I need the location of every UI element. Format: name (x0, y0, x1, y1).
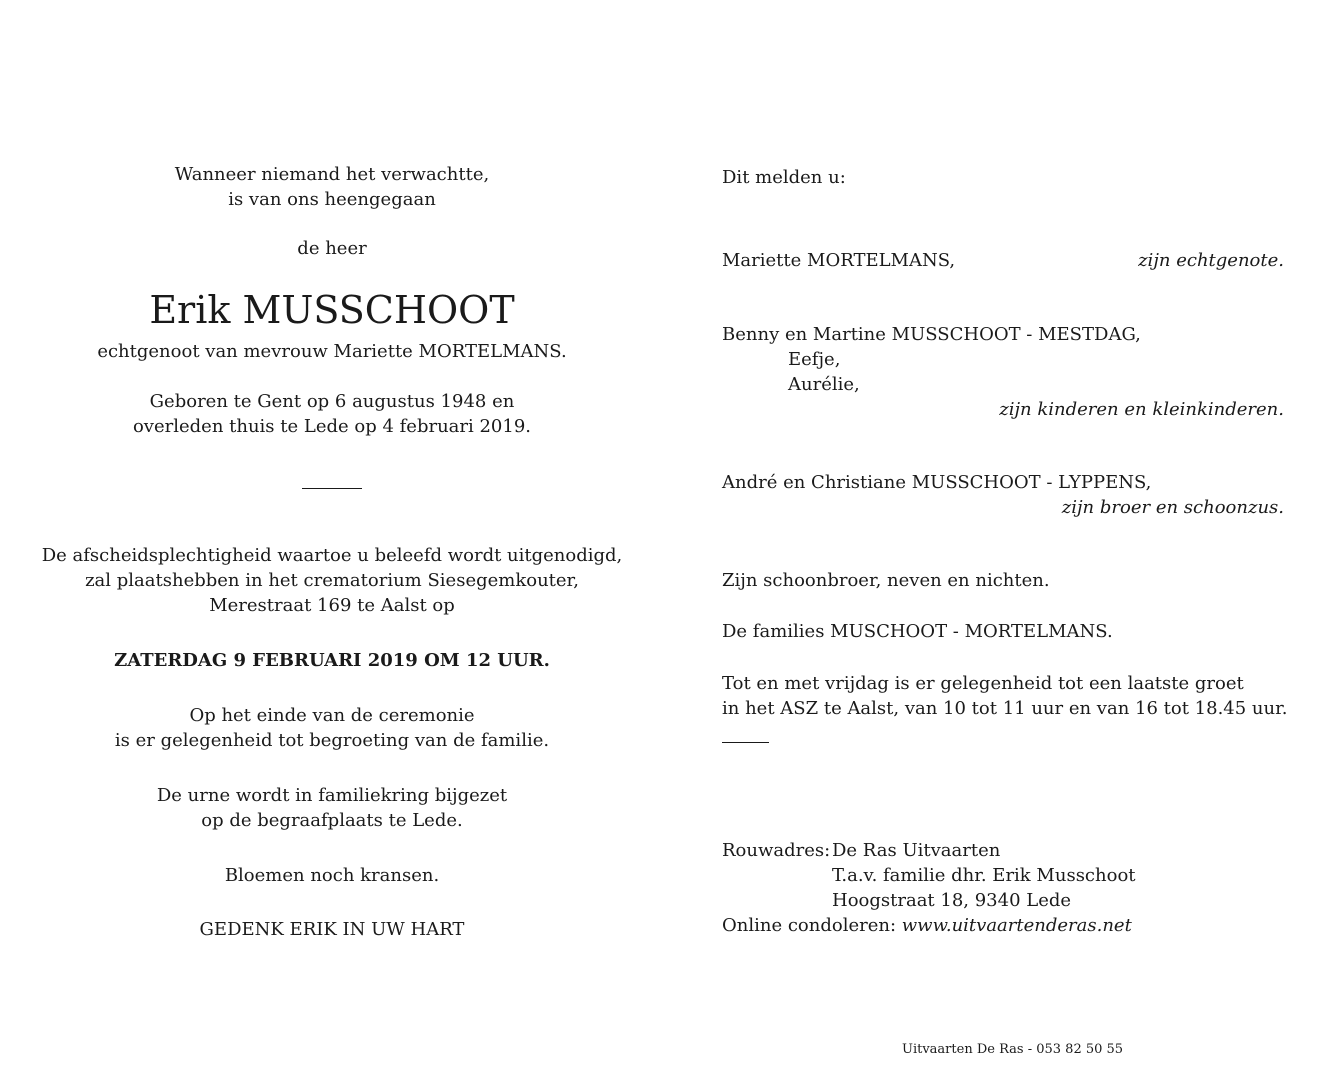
online-condolence (722, 913, 1132, 938)
ceremony-line-1: De afscheidsplechtigheid waartoe u beleefd wordt uitgenodigd, (41, 545, 623, 566)
imprint: Uitvaarten De Ras - 053 82 50 55 (902, 1042, 1124, 1057)
closing-line: GEDENK ERIK IN UW HART (199, 919, 465, 940)
children-relation: zijn kinderen en kleinkinderen. (999, 399, 1284, 420)
announce-line: Dit melden u: (722, 167, 846, 188)
grandchild-1: Eefje, (788, 349, 841, 370)
flowers-line: Bloemen noch kransen. (224, 865, 440, 886)
visit-line-1: Tot en met vrijdag is er gelegenheid tot een laatste groet (722, 673, 1244, 694)
divider-right (722, 742, 769, 743)
address-label: Rouwadres: (722, 840, 831, 861)
honorific: de heer (297, 238, 367, 259)
deceased-name: Erik MUSSCHOOT (149, 288, 515, 332)
visit-line-2: in het ASZ te Aalst, van 10 tot 11 uur en van 16 tot 18.45 uur. (722, 698, 1288, 719)
spouse-name: Mariette MORTELMANS, (722, 250, 956, 271)
born-line: Geboren te Gent op 6 augustus 1948 en (149, 391, 515, 412)
brother-relation: zijn broer en schoonzus. (1061, 497, 1284, 518)
ceremony-line-3: Merestraat 169 te Aalst op (209, 595, 455, 616)
address-line-2: T.a.v. familie dhr. Erik Musschoot (832, 865, 1136, 886)
intro-line-2: is van ons heengegaan (228, 189, 436, 210)
children-line: Benny en Martine MUSSCHOOT - MESTDAG, (722, 324, 1141, 345)
spouse-relation: zijn echtgenote. (1138, 250, 1284, 271)
ceremony-line-2: zal plaatshebben in het crematorium Siesegemkouter, (85, 570, 579, 591)
urn-line-2: op de begraafplaats te Lede. (201, 810, 463, 831)
online-url[interactable]: www.uitvaartenderas.net (901, 915, 1132, 936)
extended-family: Zijn schoonbroer, neven en nichten. (722, 570, 1050, 591)
condolence-line-2: is er gelegenheid tot begroeting van de familie. (114, 730, 550, 751)
died-line: overleden thuis te Lede op 4 februari 2019. (132, 416, 532, 437)
brother-line: André en Christiane MUSSCHOOT - LYPPENS, (722, 472, 1152, 493)
address-line-1: De Ras Uitvaarten (832, 840, 1001, 861)
divider-left (302, 488, 362, 489)
families-line: De families MUSCHOOT - MORTELMANS. (722, 621, 1113, 642)
grandchild-2: Aurélie, (788, 374, 860, 395)
ceremony-date: ZATERDAG 9 FEBRUARI 2019 OM 12 UUR. (114, 650, 550, 671)
urn-line-1: De urne wordt in familiekring bijgezet (156, 785, 508, 806)
intro-line-1: Wanneer niemand het verwachtte, (174, 164, 490, 185)
spouse-line: echtgenoot van mevrouw Mariette MORTELMANS. (97, 341, 567, 362)
condolence-line-1: Op het einde van de ceremonie (189, 705, 475, 726)
online-label: Online condoleren: (722, 915, 897, 936)
address-line-3: Hoogstraat 18, 9340 Lede (832, 890, 1072, 911)
